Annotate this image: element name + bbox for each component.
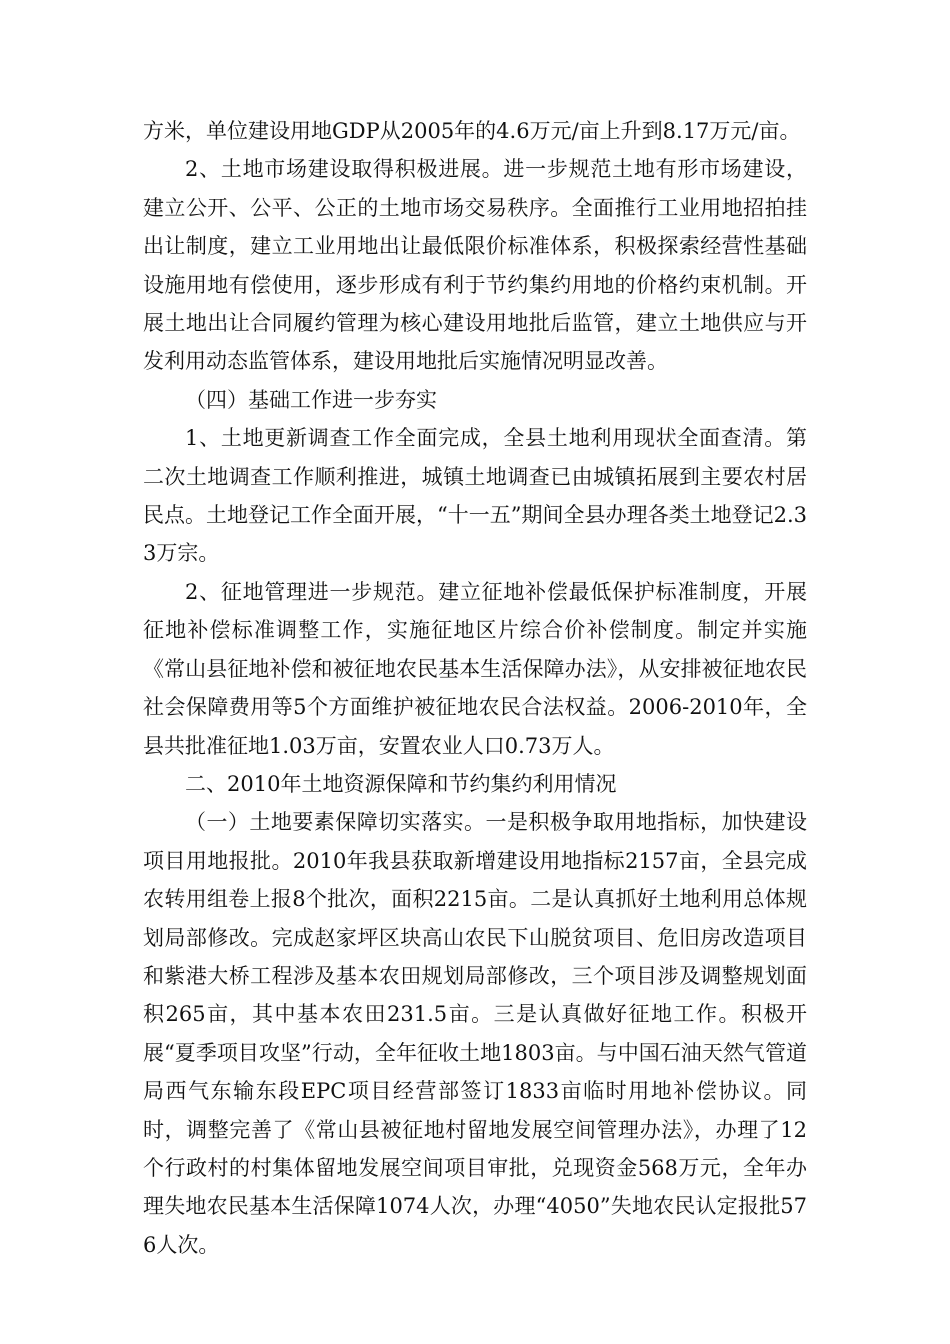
section-heading-basic-work: （四）基础工作进一步夯实 — [185, 387, 437, 412]
paragraph-land-guarantee: （一）土地要素保障切实落实。一是积极争取用地指标，加快建设项目用地报批。2010年我县获取新增建设用地指标2157亩，全县完成农转用组卷上报8个批次，面积2215亩。二是认真抓好土地利用总体规划局部修改。完成赵家坪区块高山农民下山脱贫项目、危旧房改造项目和紫港大桥工程涉及基本农田规划局部修改，三个项目涉及调整规划面积265亩，其中基本农田231.5亩。三是认真做好征地工作。积极开展“夏季项目攻坚”行动，全年征收土地1803亩。与中国石油天然气管道局西气东输东段EPC项目经营部签订1833亩临时用地补偿协议。同时，调整完善了《常山县被征地村留地发展空间管理办法》，办理了12个行政村的村集体留地发展空间项目审批，兑现资金568万元，全年办理失地农民基本生活保障1074人次，办理“4050”失地农民认定报批576人次。 — [143, 810, 807, 1257]
paragraph-land-acquisition: 2、征地管理进一步规范。建立征地补偿最低保护标准制度，开展征地补偿标准调整工作，实施征地区片综合价补偿制度。制定并实施《常山县征地补偿和被征地农民基本生活保障办法》，从安排被征地农民社会保障费用等5个方面维护被征地农民合法权益。2006-2010年，全县共批准征地1.03万亩，安置农业人口0.73万人。 — [143, 579, 807, 758]
document-body — [143, 112, 807, 1264]
paragraph-land-survey: 1、土地更新调查工作全面完成，全县土地利用现状全面查清。第二次土地调查工作顺利推进，城镇土地调查已由城镇拓展到主要农村居民点。土地登记工作全面开展，“十一五”期间全县办理各类土地登记2.33万宗。 — [143, 426, 807, 566]
section-heading-2010: 二、2010年土地资源保障和节约集约利用情况 — [185, 771, 617, 796]
paragraph-continuation: 方米，单位建设用地GDP从2005年的4.6万元/亩上升到8.17万元/亩。 — [143, 119, 801, 143]
paragraph-land-market: 2、土地市场建设取得积极进展。进一步规范土地有形市场建设，建立公开、公平、公正的土地市场交易秩序。全面推行工业用地招拍挂出让制度，建立工业用地出让最低限价标准体系，积极探索经营性基础设施用地有偿使用，逐步形成有利于节约集约用地的价格约束机制。开展土地出让合同履约管理为核心建设用地批后监管，建立土地供应与开发利用动态监管体系，建设用地批后实施情况明显改善。 — [143, 157, 807, 374]
